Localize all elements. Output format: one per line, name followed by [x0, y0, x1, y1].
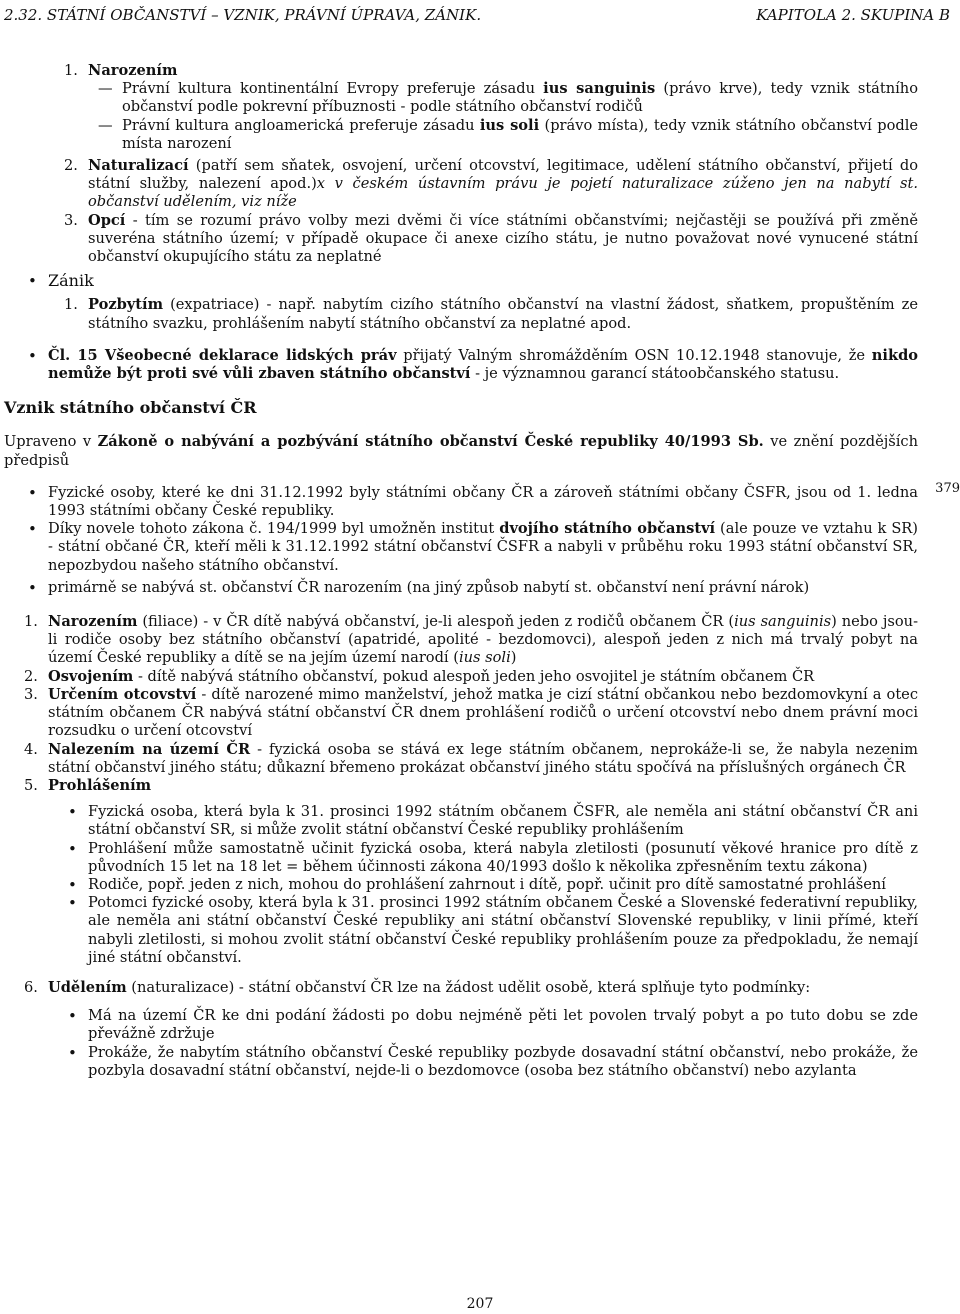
list-item: 2. Osvojením - dítě nabývá státního občanství, pokud alespoň jeden jeho osvojitel je státním občanem ČR — [24, 667, 815, 685]
document-body — [0, 62, 918, 1080]
item-number: 2. — [64, 157, 78, 175]
dash-marker: — — [98, 116, 113, 134]
list-item: 3. Určením otcovství - dítě narozené mimo manželství, jehož matka je cizí státní občankou nebo bezdomovkyní a otec státním občanem ČR nabývá státní občanství ČR dnem prohlášení rodičů o určení otcovství nebo dnem právní moci rozsudku o určení otcovství — [24, 685, 918, 740]
list-item: • Fyzické osoby, které ke dni 31.12.1992 byly státními občany ČR a zároveň státními občany ČSFR, jsou od 1. ledna 1993 státními občany České republiky. — [48, 484, 918, 520]
section-bullets — [48, 484, 918, 597]
list-item: • primárně se nabývá st. občanství ČR narozením (na jiný způsob nabytí st. občanství není právní nárok) — [48, 579, 918, 597]
list-item: • Prohlášení může samostatně učinit fyzická osoba, která nabyla zletilosti (posunutí věkové hranice pro dítě z původních 15 let na 18 let = během účinnosti zákona 40/1993 došlo k několika zpřesněním textu zákona) — [88, 840, 918, 876]
item-number: 3. — [64, 211, 78, 229]
vznik-list — [64, 62, 919, 266]
list-item — [64, 62, 918, 80]
item-number: 1. — [64, 62, 78, 79]
list-item: • Díky novele tohoto zákona č. 194/1999 byl umožněn institut dvojího státního občanství (ale pouze ve vztahu k SR) - státní občané ČR, kteří měli k 31.12.1992 státní občanství ČSFR a nabyli v průběhu roku 1993 státní občanství SR, nepozbydou našeho státního občanství. — [48, 520, 918, 575]
margin-number: 379 — [935, 481, 960, 496]
page-number: 207 — [466, 1296, 494, 1312]
section-title: Vznik státního občanství ČR — [4, 398, 257, 418]
list-item: • Prokáže, že nabytím státního občanství České republiky pozbyde dosavadní státní občanství, nebo prokáže, že pozbyla dosavadní státní občanství, nejde-li o bezdomovce (osoba bez státního občanství) nebo azylanta — [88, 1044, 918, 1080]
list-item: • Rodiče, popř. jeden z nich, mohou do prohlášení zahrnout i dítě, popř. učinit pro dítě samostatné prohlášení — [88, 876, 918, 894]
item-text: Pozbytím (expatriace) - např. nabytím cizího státního občanství na vlastní žádost, sňatkem, propuštěním ze státního svazku, prohlášením nabytí státního občanství za neplatné apod. — [88, 296, 918, 332]
list-item: 1. Narozením (filiace) - v ČR dítě nabývá občanství, je-li alespoň jeden z rodičů občanem ČR (ius sanguinis) nebo jsou-li rodiče osoby bez státního občanství (apatridé, apolité - bezdomovci), alespoň jeden z nich má trvalý pobyt na území České republiky a dítě se na jejím území narodí (ius soli) — [24, 613, 919, 667]
dash-text: Právní kultura kontinentální Evropy preferuje zásadu ius sanguinis (právo krve), tedy vznik státního občanství podle pokrevní příbuznosti - podle státního občanství rodičů — [122, 80, 918, 116]
section-intro: Upraveno v Zákoně o nabývání a pozbývání státního občanství České republiky 40/1993 Sb. ve znění pozdějších předpisů — [4, 433, 918, 469]
list-item: • Má na území ČR ke dni podání žádosti po dobu nejméně pěti let povolen trvalý pobyt a po tuto dobu se zde převážně zdržuje — [88, 1007, 918, 1043]
dash-item — [98, 80, 918, 116]
list-item: • Potomci fyzické osoby, která byla k 31. prosinci 1992 státním občanem České a Slovenské federativní republiky, ale neměla ani státní občanství České republiky ani státní občanství Slovenské republiky, v linii přímé, kteří nabyli zletilosti, si mohou zvolit státní občanství České republiky prohlášením pouze za předpokladu, že nemají jiné státní občanství. — [88, 894, 918, 967]
dash-text: Právní kultura angloamerická preferuje zásadu ius soli (právo místa), tedy vznik státního občanství podle místa narození — [122, 116, 919, 152]
header-right: KAPITOLA 2. SKUPINA B — [756, 6, 950, 24]
prohlaseni-bullets — [88, 803, 918, 967]
item-title: Narozením — [88, 62, 178, 79]
list-item — [64, 157, 918, 212]
zanik-list — [64, 296, 918, 332]
list-item — [64, 211, 918, 267]
item-number: 1. — [64, 296, 78, 314]
cl15-paragraph: • Čl. 15 Všeobecné deklarace lidských práv přijatý Valným shromážděním OSN 10.12.1948 stanovuje, že nikdo nemůže být proti své vůli zbaven státního občanství - je významnou garancí státoobčanského statusu. — [48, 347, 918, 383]
list-item: 4. Nalezením na území ČR - fyzická osoba se stává ex lege státním občanem, neprokáže-li se, že nabyla nezenim státní občanství jiného státu; důkazní břemeno prokázat občanství jiného státu spočívá na příslušných orgánech ČR — [24, 740, 919, 776]
acquisition-list — [24, 613, 919, 1080]
header-left: 2.32. STÁTNÍ OBČANSTVÍ – VZNIK, PRÁVNÍ ÚPRAVA, ZÁNIK. — [4, 6, 482, 24]
item-text: Opcí - tím se rozumí právo volby mezi dvěmi či více státními občanstvími; nejčastěji se používá při změně suveréna státního území; v případě okupace či anexe cizího státu, je nutno považovat nové vynucené státní občanství okupujícího státu za neplatné — [88, 211, 918, 266]
item-text: Naturalizací (patří sem sňatek, osvojení, určení otcovství, legitimace, udělení státního občanství, přijetí do státní služby, nalezení apod.)x v českém ústavním právu je pojetí naturalizace zúženo jen na nabytí st. občanství udělením, viz níže — [88, 157, 918, 211]
zanik-label: • Zánik — [48, 272, 918, 290]
list-item: 6. Udělením (naturalizace) - státní občanství ČR lze na žádost udělit osobě, která splňuje tyto podmínky: — [24, 978, 811, 996]
dash-marker: — — [98, 80, 113, 98]
list-item: 5. Prohlášením — [24, 776, 152, 794]
list-item — [64, 296, 918, 332]
list-item: • Fyzická osoba, která byla k 31. prosinci 1992 státním občanem ČSFR, ale neměla ani státní občanství ČR ani státní občanství SR, si může zvolit státní občanství České republiky prohlášením — [88, 803, 918, 839]
dash-item — [98, 116, 919, 153]
udeleni-bullets — [88, 1007, 918, 1080]
